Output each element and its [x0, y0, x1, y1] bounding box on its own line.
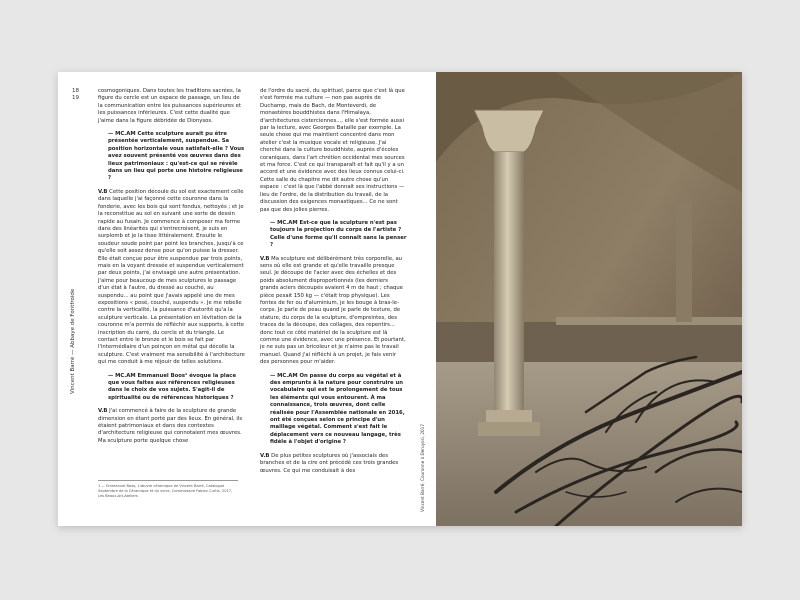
- question-text: Est-ce que la sculpture n'est pas toujours la projection du corps de l'artiste ? Celle d'une forme qu'il connaît sans la penser ?: [270, 219, 407, 249]
- stone-bench: [556, 317, 742, 325]
- text-column-1: [98, 88, 245, 451]
- footnote: 1 — Emmanuel Boos, L'œuvre céramique de Vincent Barré, Catalogue Septembre de la Céramique et du verre, Commissaire Fabien Curtis, 2017, Les Beaux-Art-Ateliers: [98, 480, 238, 499]
- speaker-label: V.B: [260, 255, 270, 262]
- answer-text: Cette position découle du sol est exactement celle dans laquelle j'ai façonné cette couronne dans la fonderie, avec les bois qui sont fondus, nettoyés ; et je la reconstitue au sol en suivant une sorte de dessin rapide au fusain. Je commence à composer ma forme dans des linéarités qui s'entrecroisent, je suis en surplomb et je la tisse littéralement. Ensuite le soudeur soude point par point les branches, jusqu'à ce qu'elle soit assez dense pour qu'on puisse la dresser. Elle était conçue pour être suspendue par trois points, mais en la voyant dressée et suspendue verticalement par deux points, j'ai envisagé une autre présentation. J'aime pour beaucoup de mes sculptures le passage d'un état à l'autre, du dressé au couché, au suspendu... au point que j'avais appelé une de mes expositions « posé, couché, suspendu ». Je me rebelle contre la verticalité, la puissance d'autorité qu'a la sculpture verticale. La présentation en lévitation de la couronne m'a permis de réfléchir aux supports, à cette inscription du carré, du cercle et du triangle. Le contact entre le bronze et le bois se fait par l'intermédiaire d'un poinçon en métal qui décolle la sculpture. C'est vraiment ma sensibilité à l'architecture qui me conduit à me réjouir de telles solutions.: [98, 188, 245, 366]
- text-column-2: [260, 88, 407, 481]
- speaker-label: — MC.AM: [108, 131, 136, 138]
- speaker-label: — MC.AM: [270, 372, 298, 379]
- column-plinth: [478, 422, 540, 436]
- cloister-photo: [436, 72, 742, 526]
- page-number-left: 18: [72, 88, 79, 94]
- book-spread: [58, 72, 742, 526]
- question-text: Emmanuel Boos¹ évoque la place que vous faites aux références religieuses dans le choix de vos sujets. S'agit-il de spiritualité ou de références historiques ?: [108, 372, 237, 401]
- question: [108, 131, 245, 183]
- page-number-right: 19: [72, 95, 79, 101]
- column-shaft: [494, 152, 524, 412]
- speaker-label: — MC.AM: [108, 372, 136, 379]
- answer: [260, 453, 407, 475]
- photo-caption: Vincent Barré, Couronne à Deruyssi, 2017: [420, 424, 425, 512]
- speaker-label: V.B: [98, 408, 108, 415]
- question: [108, 373, 245, 403]
- speaker-label: V.B: [260, 452, 270, 459]
- answer-text: J'ai commencé à faire de la sculpture de grande dimension en étant porté par des lieux. En général, ils étaient patrimoniaux et dans des contextes d'architecture religieuse qui connotaient mes œuvres. Ma sculpture porte quelque chose: [98, 408, 243, 444]
- running-head: Vincent Barré — Abbaye de Fontfroide: [70, 288, 76, 394]
- speaker-label: — MC.AM: [270, 219, 298, 226]
- right-page: [436, 72, 742, 526]
- column-distant: [676, 202, 692, 322]
- column-base: [486, 410, 532, 422]
- left-page: [58, 72, 436, 526]
- answer: [98, 189, 245, 367]
- answer: [98, 408, 245, 445]
- paragraph: de l'ordre du sacré, du spirituel, parce que c'est là que s'est formée ma culture — non pas auprès de Duchamp, mais de Bach, de Monteverdi, de monastères bouddhistes dans l'Himalaya, d'architectures cisterciennes..., elle s'est formée aussi par la lecture, avec Georges Bataille par exemple. La seule chose qui me maintient concentré dans mon atelier c'est la musique vocale et religieuse. J'ai cherché dans la culture bouddhiste, auprès d'écoles coraniques, dans l'art chrétien occidental mes sources et ma force. C'est ce qui transparaît et fait qu'il y a un accord et une évidence avec des lieux connus celui-ci. Cette salle du chapitre me dit autre chose qu'un espace : c'est là que l'abbé donnait ses instructions — lieu de l'ordre, de la distribution du travail, de la discussion des exigences monastiques... Ce ne sont pas que des jolies pierres.: [260, 88, 405, 213]
- question-text: Cette sculpture aurait pu être présentée verticalement, suspendue. Sa position horizontale vous satisfait-elle ? Vous avez souvent présenté vos œuvres dans des lieux patrimoniaux : qu'est-ce qui se révèle dans un lieu qui porte une histoire religieuse ?: [108, 131, 245, 182]
- paragraph: cosmogoniques. Dans toutes les traditions sacrées, la figure du cercle est un espace de passage, un lieu de la communication entre les puissances supérieures et les puissances inférieures. C'est cette dualité que j'aime dans la figure débridée de Dionysos.: [98, 88, 241, 124]
- answer-text: De plus petites sculptures où j'associais des branches et de la cire ont précédé ces trois grandes œuvres. Ce qui me conduisait à des: [260, 452, 399, 474]
- question-text: On passe du corps au végétal et à des emprunts à la nature pour construire un vocabulaire qui est le prolongement de tous les éléments qui vous entourent. À ma connaissance, trois œuvres, dont celle réalisée pour l'Assemblée nationale en 2016, ont été conçues selon ce principe d'un maillage végétal. Comment s'est fait le déplacement vers ce nouveau langage, très fidèle à l'objet d'origine ?: [270, 372, 405, 446]
- question: [270, 220, 407, 250]
- speaker-label: V.B: [98, 188, 108, 195]
- page-numbers: [72, 88, 79, 102]
- answer: [260, 256, 407, 367]
- question: [270, 373, 407, 447]
- answer-text: Ma sculpture est délibérément très corporelle, au sens où elle est grande et qu'elle travaille presque seul. Je découpe de l'acier avec des échelles et des poids absolument disproportionnés (les derniers grands aciers découpés avaient 4 m de haut ; chaque pièce pesait 150 kg — c'était trop physique). Les fontes de fer ou d'aluminium, je les bouge à bras-le-corps. Je parle de peau quand je parle de texture, de stature, du corps de la sculpture, d'empreintes, des traces de la découpe, des collages, des repentirs... donc tout ce côté matériel de la sculpture est là comme une évidence, avec une présence. Et pourtant, je ne suis pas un bricoleur et je n'aime pas le travail manuel. Quand j'ai réfléchi à un projet, je fais venir des personnes pour m'aider.: [260, 255, 406, 366]
